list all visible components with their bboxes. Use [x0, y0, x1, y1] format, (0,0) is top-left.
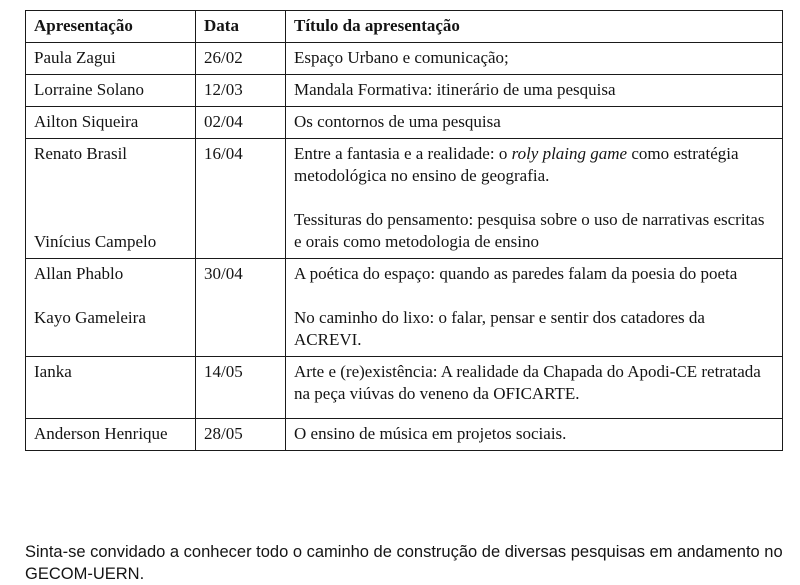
- header-title: Título da apresentação: [286, 11, 783, 43]
- title-cell: [286, 139, 783, 259]
- presenter-cell: Anderson Henrique: [26, 419, 196, 451]
- table-row: [26, 139, 783, 259]
- presenter-cell: Lorraine Solano: [26, 75, 196, 107]
- title-cell: O ensino de música em projetos sociais.: [286, 419, 783, 451]
- title-cell: Os contornos de uma pesquisa: [286, 107, 783, 139]
- presenter-cell: Ailton Siqueira: [26, 107, 196, 139]
- table-row: [26, 259, 783, 357]
- date-cell: 26/02: [196, 43, 286, 75]
- date-cell: 16/04: [196, 139, 286, 259]
- date-cell: 14/05: [196, 357, 286, 419]
- presenter-cell: [26, 259, 196, 357]
- date-cell: 02/04: [196, 107, 286, 139]
- title-text: A poética do espaço: quando as paredes falam da poesia do poeta: [294, 264, 738, 283]
- presenter-name-second: Kayo Gameleira: [34, 308, 146, 327]
- presenter-name-second: Vinícius Campelo: [34, 232, 157, 251]
- title-emphasis: roly plaing game: [511, 144, 628, 163]
- date-cell: 12/03: [196, 75, 286, 107]
- table-row: [26, 357, 783, 419]
- title-cell: Espaço Urbano e comunicação;: [286, 43, 783, 75]
- presenter-name: Renato Brasil: [34, 144, 128, 163]
- presenter-name: Allan Phablo: [34, 264, 124, 283]
- presenter-cell: Paula Zagui: [26, 43, 196, 75]
- title-text-second: Tessituras do pensamento: pesquisa sobre o uso de narrativas escritas e orais como metodologia de ensino: [294, 210, 765, 251]
- title-cell: [286, 259, 783, 357]
- presenter-cell: Ianka: [26, 357, 196, 419]
- title-cell: Arte e (re)existência: A realidade da Chapada do Apodi-CE retratada na peça viúvas do veneno da OFICARTE.: [286, 357, 783, 419]
- title-text: Entre a fantasia e a realidade: o roly plaing game como estratégia metodológica no ensino de geografia.: [294, 144, 739, 185]
- date-cell: 28/05: [196, 419, 286, 451]
- table-row: [26, 75, 783, 107]
- title-cell: Mandala Formativa: itinerário de uma pesquisa: [286, 75, 783, 107]
- date-cell: 30/04: [196, 259, 286, 357]
- table-header-row: [26, 11, 783, 43]
- footer-invitation-text: Sinta-se convidado a conhecer todo o caminho de construção de diversas pesquisas em andamento no GECOM-UERN.: [25, 543, 783, 583]
- presentation-schedule-table: [25, 10, 783, 451]
- table-row: [26, 107, 783, 139]
- table-row: [26, 43, 783, 75]
- title-text-second: No caminho do lixo: o falar, pensar e sentir dos catadores da ACREVI.: [294, 308, 705, 349]
- header-presenter: Apresentação: [26, 11, 196, 43]
- presenter-cell: [26, 139, 196, 259]
- header-date: Data: [196, 11, 286, 43]
- table-row: [26, 419, 783, 451]
